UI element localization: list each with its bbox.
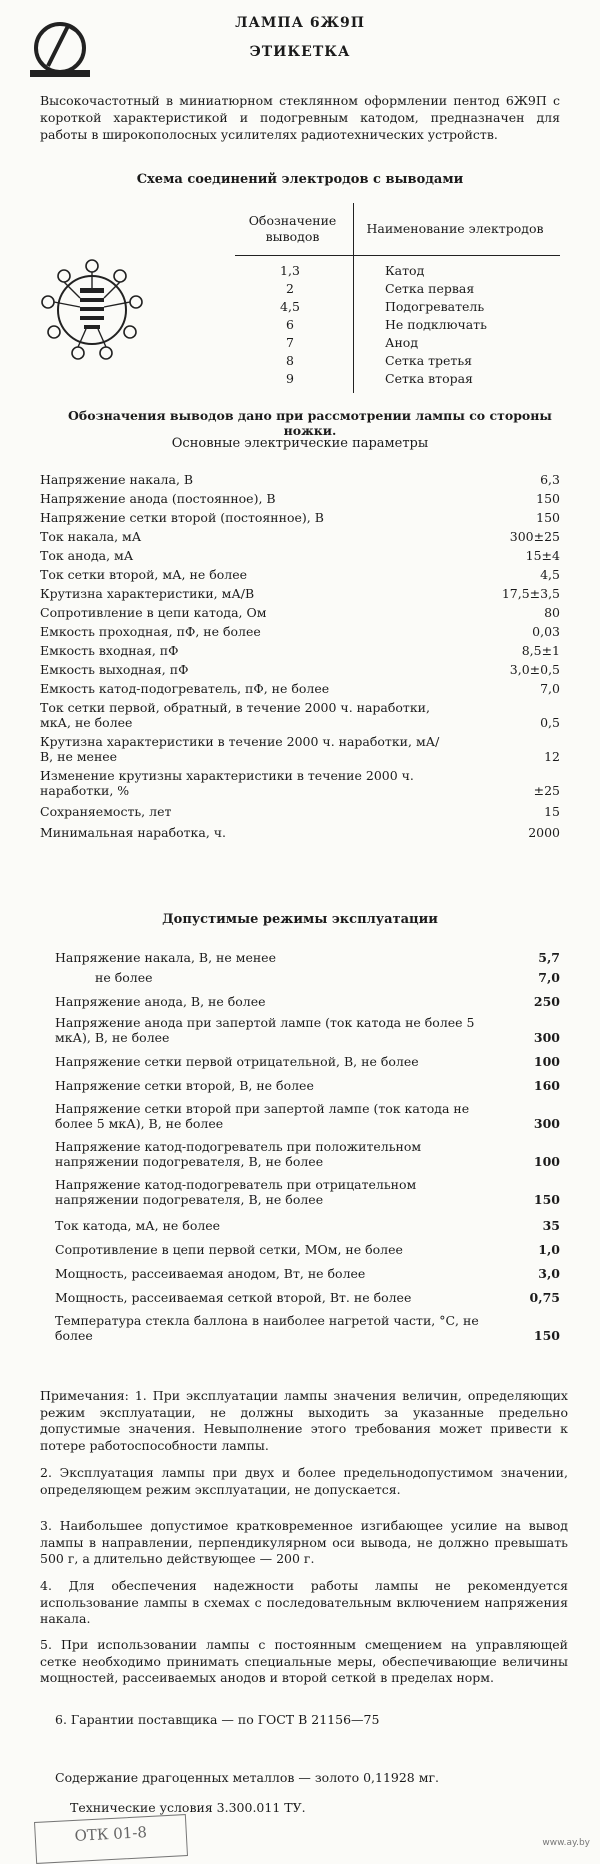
param-row	[40, 696, 560, 730]
electrode-name: Анод	[385, 335, 419, 350]
mode-row	[55, 1207, 560, 1233]
param-label: Ток анода, мА	[40, 548, 134, 563]
mode-label: Мощность, рассеиваемая анодом, Вт, не более	[55, 1266, 366, 1281]
param-value: ±25	[533, 783, 560, 798]
mode-value: 5,7	[538, 950, 560, 965]
mode-row	[55, 965, 560, 985]
mode-label: не более	[95, 970, 153, 985]
mode-value: 100	[533, 1154, 560, 1169]
mode-row	[55, 1045, 560, 1069]
mode-row	[55, 1233, 560, 1257]
mode-value: 1,0	[538, 1242, 560, 1257]
spec-line: Технические условия 3.300.011 ТУ.	[70, 1800, 306, 1815]
note-paragraph: 4. Для обеспечения надежности работы лампы не рекомендуется использование лампы в схемах с последовательным включением напряжения накала.	[40, 1578, 568, 1626]
param-value: 0,03	[532, 624, 560, 639]
param-label: Ток накала, мА	[40, 529, 142, 544]
pin-number: 9	[286, 371, 294, 386]
tube-socket-diagram	[40, 258, 145, 363]
mode-value: 300	[533, 1030, 560, 1045]
pin-number: 6	[286, 317, 294, 332]
param-label: Сопротивление в цепи катода, Ом	[40, 605, 267, 620]
param-value: 150	[536, 491, 560, 506]
param-row	[40, 525, 560, 544]
param-label: Минимальная наработка, ч.	[40, 825, 227, 840]
param-row	[40, 819, 560, 840]
mode-label: Напряжение сетки второй при запертой лампе (ток катода не более 5 мкА), В, не более	[55, 1101, 470, 1131]
mode-label: Ток катода, мА, не более	[55, 1218, 221, 1233]
param-label: Емкость выходная, пФ	[40, 662, 189, 677]
mode-label: Температура стекла баллона в наиболее нагретой части, °С, не более	[55, 1313, 479, 1343]
mode-label: Напряжение сетки второй, В, не более	[55, 1078, 314, 1093]
mode-row	[55, 1009, 560, 1045]
mode-row	[55, 1305, 560, 1343]
params-list	[40, 468, 560, 840]
pin-table	[235, 203, 560, 393]
param-value: 3,0±0,5	[509, 662, 560, 677]
modes-title: Допустимые режимы эксплуатации	[162, 912, 438, 927]
intro-paragraph: Высокочастотный в миниатюрном стеклянном оформлении пентод 6Ж9П с короткой характеристикой и подогревным катодом, предназначен для работы в широкополосных усилителях радиотехнических устройств.	[40, 93, 560, 142]
mode-label: Напряжение анода при запертой лампе (ток катода не более 5 мкА), В, не более	[55, 1015, 475, 1045]
mode-value: 3,0	[538, 1266, 560, 1281]
param-value: 4,5	[540, 567, 560, 582]
param-label: Сохраняемость, лет	[40, 804, 172, 819]
param-label: Емкость катод-подогреватель, пФ, не более	[40, 681, 330, 696]
param-row	[40, 582, 560, 601]
mode-row	[55, 1131, 560, 1169]
param-label: Напряжение анода (постоянное), В	[40, 491, 276, 506]
mode-value: 300	[533, 1116, 560, 1131]
note-paragraph: 2. Эксплуатация лампы при двух и более предельнодопустимом значении, определяющем режим эксплуатации, не допускается.	[40, 1465, 568, 1497]
precious-metals-line: Содержание драгоценных металлов — золото 0,11928 мг.	[55, 1770, 439, 1785]
param-value: 15±4	[525, 548, 560, 563]
pin-number: 8	[286, 353, 294, 368]
param-row	[40, 764, 560, 798]
electrode-name: Не подключать	[385, 317, 487, 332]
scheme-title: Схема соединений электродов с выводами	[136, 172, 464, 187]
table-row	[235, 369, 560, 388]
mode-value: 35	[542, 1218, 560, 1233]
page-title: ЛАМПА 6Ж9П	[235, 15, 365, 31]
pin-number: 7	[286, 335, 294, 350]
mode-row	[55, 1069, 560, 1093]
mode-row	[55, 945, 560, 965]
param-row	[40, 730, 560, 764]
pin-col-header: Обозначение выводов	[248, 213, 337, 244]
table-row	[235, 279, 560, 298]
pins-note: Обозначения выводов дано при рассмотрении лампы со стороны ножки.	[68, 408, 552, 438]
param-row	[40, 620, 560, 639]
param-value: 2000	[528, 825, 560, 840]
mode-label: Сопротивление в цепи первой сетки, МОм, не более	[55, 1242, 403, 1257]
table-row	[235, 315, 560, 334]
pin-number: 2	[286, 281, 294, 296]
electrode-col-header: Наименование электродов	[366, 221, 544, 236]
pin-number: 4,5	[280, 299, 300, 314]
mode-row	[55, 985, 560, 1009]
param-value: 300±25	[509, 529, 560, 544]
mode-value: 160	[533, 1078, 560, 1093]
param-value: 8,5±1	[521, 643, 560, 658]
param-label: Крутизна характеристики, мА/В	[40, 586, 255, 601]
params-title: Основные электрические параметры	[171, 436, 429, 451]
inspection-stamp: ОТК 01-8	[34, 1814, 188, 1864]
mode-label: Напряжение накала, В, не менее	[55, 950, 276, 965]
table-row	[235, 333, 560, 352]
param-value: 6,3	[540, 472, 560, 487]
param-value: 12	[544, 749, 560, 764]
pin-number: 1,3	[280, 263, 300, 278]
mode-value: 7,0	[538, 970, 560, 985]
param-value: 0,5	[540, 715, 560, 730]
note-paragraph: 3. Наибольшее допустимое кратковременное изгибающее усилие на вывод лампы в направлении, перпендикулярном оси вывода, не должно превышать 500 г, а длительно действующее — 200 г.	[40, 1518, 568, 1566]
watermark: www.ay.by	[542, 1838, 590, 1848]
mode-row	[55, 1093, 560, 1131]
param-value: 150	[536, 510, 560, 525]
mode-value: 150	[533, 1328, 560, 1343]
param-label: Изменение крутизны характеристики в течение 2000 ч. наработки, %	[40, 768, 414, 798]
table-row	[235, 261, 560, 280]
mode-row	[55, 1281, 560, 1305]
param-value: 15	[544, 804, 560, 819]
table-row	[235, 351, 560, 370]
electrode-name: Сетка вторая	[385, 371, 473, 386]
param-value: 17,5±3,5	[501, 586, 560, 601]
param-label: Крутизна характеристики в течение 2000 ч. наработки, мА/В, не менее	[40, 734, 440, 764]
param-label: Емкость проходная, пФ, не более	[40, 624, 261, 639]
table-row	[235, 297, 560, 316]
param-value: 7,0	[540, 681, 560, 696]
mode-value: 0,75	[529, 1290, 560, 1305]
mode-label: Мощность, рассеиваемая сеткой второй, Вт. не более	[55, 1290, 412, 1305]
mode-label: Напряжение катод-подогреватель при отрицательном напряжении подогревателя, В, не более	[55, 1177, 417, 1207]
mode-value: 250	[533, 994, 560, 1009]
param-label: Напряжение сетки второй (постоянное), В	[40, 510, 324, 525]
param-label: Емкость входная, пФ	[40, 643, 179, 658]
param-label: Напряжение накала, В	[40, 472, 194, 487]
mode-value: 100	[533, 1054, 560, 1069]
param-row	[40, 798, 560, 819]
electrode-name: Катод	[385, 263, 425, 278]
mode-row	[55, 1257, 560, 1281]
param-value: 80	[544, 605, 560, 620]
param-row	[40, 639, 560, 658]
param-row	[40, 601, 560, 620]
page-subtitle: ЭТИКЕТКА	[249, 44, 351, 60]
param-row	[40, 468, 560, 487]
note-paragraph: Примечания: 1. При эксплуатации лампы значения величин, определяющих режим эксплуатации, не должны выходить за указанные предельно допустимые значения. Невыполнение этого требования может привести к потере работоспособности лампы.	[40, 1388, 568, 1453]
note-paragraph: 5. При использовании лампы с постоянным смещением на управляющей сетке необходимо принимать специальные меры, обеспечивающие величины мощностей, рассеиваемых анодов и второй сеткой в пределах норм.	[40, 1637, 568, 1685]
param-row	[40, 506, 560, 525]
electrode-name: Подогреватель	[385, 299, 485, 314]
mode-label: Напряжение катод-подогреватель при положительном напряжении подогревателя, В, не более	[55, 1139, 422, 1169]
table-divider	[235, 255, 560, 256]
mode-row	[55, 1169, 560, 1207]
param-label: Ток сетки второй, мА, не более	[40, 567, 247, 582]
param-row	[40, 544, 560, 563]
param-row	[40, 677, 560, 696]
param-row	[40, 563, 560, 582]
mode-label: Напряжение анода, В, не более	[55, 994, 266, 1009]
param-label: Ток сетки первой, обратный, в течение 2000 ч. наработки, мкА, не более	[40, 700, 430, 730]
mode-label: Напряжение сетки первой отрицательной, В, не более	[55, 1054, 419, 1069]
electrode-name: Сетка первая	[385, 281, 475, 296]
param-row	[40, 658, 560, 677]
mode-value: 150	[533, 1192, 560, 1207]
electrode-name: Сетка третья	[385, 353, 473, 368]
modes-list	[55, 945, 560, 1343]
note-paragraph: 6. Гарантии поставщика — по ГОСТ В 21156—75	[55, 1712, 380, 1727]
param-row	[40, 487, 560, 506]
